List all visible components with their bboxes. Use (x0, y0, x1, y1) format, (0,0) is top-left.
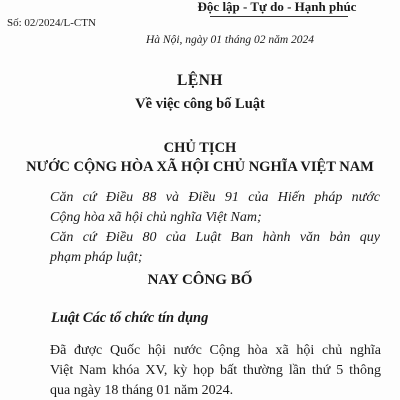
legal-basis-law (50, 228, 380, 268)
paragraph-line: Việt Nam khóa XV, kỳ họp bất thường lần thứ 5 thông (50, 363, 381, 378)
approval-paragraph (50, 341, 381, 400)
document-number: Số: 02/2024/L-CTN (7, 17, 96, 29)
announcement-heading: NAY CÔNG BỐ (147, 272, 253, 288)
law-title: Luật Các tổ chức tín dụng (51, 310, 209, 326)
paragraph-line: Đã được Quốc hội nước Cộng hòa xã hội chủ nghĩa (50, 343, 381, 358)
issuer-country: NƯỚC CỘNG HÒA XÃ HỘI CHỦ NGHĨA VIỆT NAM (26, 159, 374, 175)
order-title: LỆNH (177, 72, 223, 89)
motto-underline (210, 16, 348, 17)
legal-basis-line: Căn cứ Điều 80 của Luật Ban hành văn bản quy (50, 230, 380, 245)
place-and-date: Hà Nội, ngày 01 tháng 02 năm 2024 (146, 34, 315, 46)
national-motto: Độc lập - Tự do - Hạnh phúc (197, 0, 357, 14)
legal-basis-line: Cộng hòa xã hội chủ nghĩa Việt Nam; (50, 210, 262, 225)
paragraph-line: qua ngày 18 tháng 01 năm 2024. (50, 383, 234, 398)
issuer-title: CHỦ TỊCH (163, 140, 237, 156)
order-subject: Về việc công bố Luật (135, 96, 265, 112)
legal-basis-line: phạm pháp luật; (50, 250, 143, 265)
legal-basis-constitution (50, 188, 380, 228)
legal-basis-line: Căn cứ Điều 88 và Điều 91 của Hiến pháp nước (50, 190, 380, 205)
